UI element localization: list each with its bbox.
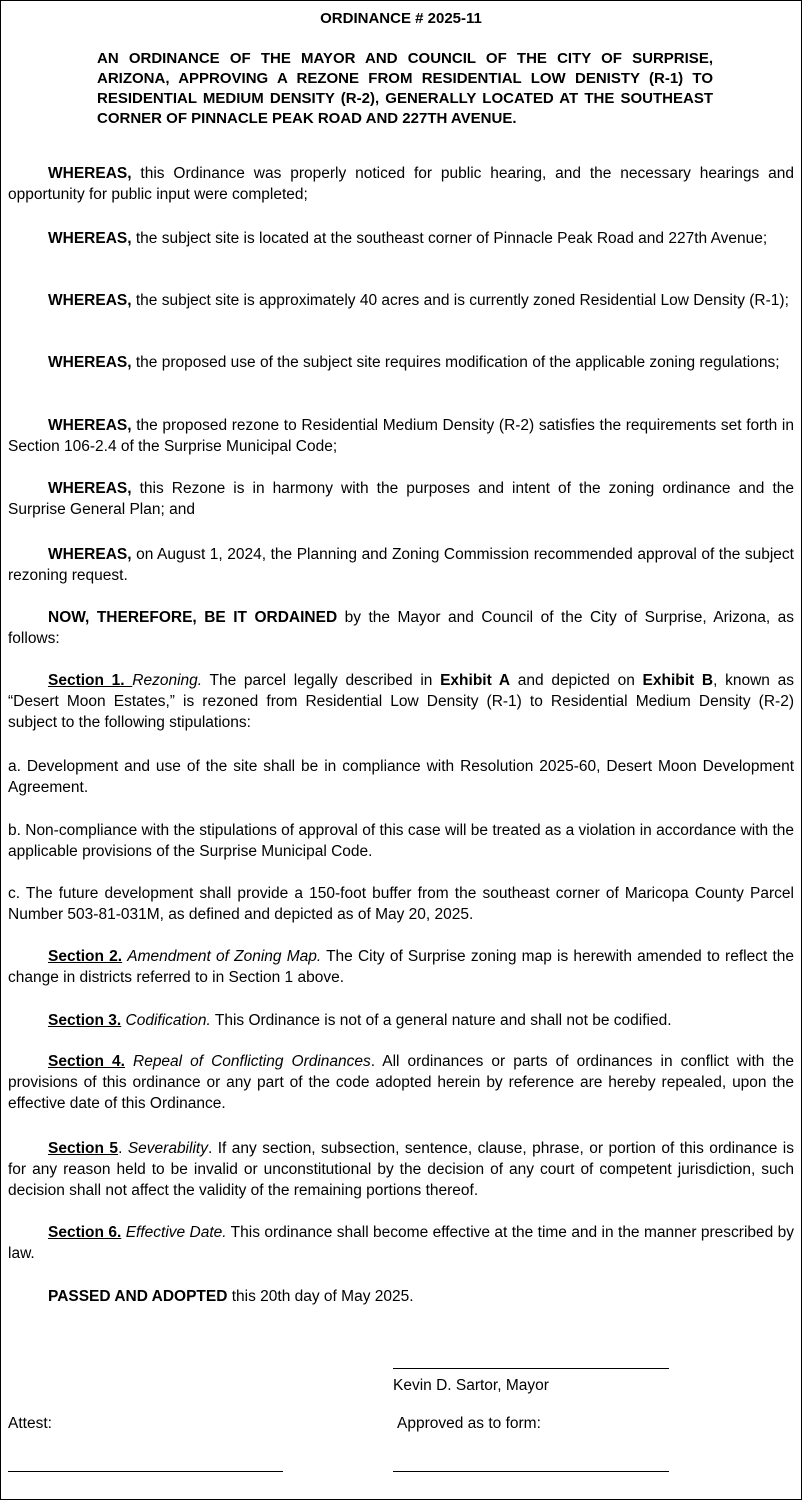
passed-adopted-paragraph [8,1286,794,1307]
whereas-paragraph [8,290,794,311]
whereas-lead: WHEREAS, [48,165,132,182]
section-heading: Section 2. [48,948,123,965]
section-heading: Section 1. [48,672,133,689]
now-therefore-lead: NOW, THEREFORE, BE IT ORDAINED [48,609,338,626]
section-heading: Section 4. [48,1053,125,1070]
whereas-paragraph [8,478,794,520]
section-title: Codification. [125,1012,211,1029]
exhibit-a-ref: Exhibit A [440,672,511,689]
section-text: The City of Surprise zoning map is herewith amended to reflect the change in districts referred to in Section 1 above. [8,948,794,986]
section-6-paragraph [8,1222,794,1264]
whereas-text: the subject site is located at the southeast corner of Pinnacle Peak Road and 227th Avenue; [131,230,768,247]
section-text: and depicted on [510,672,643,689]
section-1-paragraph [8,670,794,733]
stipulation-c: c. The future development shall provide a 150-foot buffer from the southeast corner of Maricopa County Parcel Number 503-81-031M, as defined and depicted as of May 20, 2025. [8,885,794,923]
approved-signature-line [393,1471,669,1472]
whereas-paragraph [8,163,794,205]
now-therefore-text: by the Mayor and Council of the City of Surprise, Arizona, as follows: [8,609,794,647]
whereas-paragraph [8,415,794,457]
section-3-paragraph [8,1010,794,1031]
whereas-lead: WHEREAS, [48,354,132,371]
section-heading: Section 3. [48,1012,122,1029]
whereas-text: this Ordinance was properly noticed for public hearing, and the necessary hearings and opportunity for public input were completed; [8,165,794,203]
section-title: Rezoning. [132,672,203,689]
mayor-name: Kevin D. Sartor, Mayor [393,1377,549,1394]
exhibit-b-ref: Exhibit B [642,672,714,689]
passed-text: this 20th day of May 2025. [227,1288,414,1305]
whereas-paragraph [8,352,794,373]
approved-as-to-form-label: Approved as to form: [397,1415,541,1432]
section-2-paragraph [8,946,794,988]
stipulation-b: b. Non-compliance with the stipulations of approval of this case will be treated as a violation in accordance with the applicable provisions of the Surprise Municipal Code. [8,822,794,860]
mayor-signature-line [393,1368,669,1369]
section-heading: Section 6. [48,1224,122,1241]
section-heading: Section 5 [48,1140,119,1157]
whereas-text: on August 1, 2024, the Planning and Zoning Commission recommended approval of the subject rezoning request. [8,546,794,584]
whereas-paragraph [8,544,794,586]
stipulation-a: a. Development and use of the site shall be in compliance with Resolution 2025-60, Desert Moon Development Agreement. [8,758,794,796]
section-title: Repeal of Conflicting Ordinances [133,1053,371,1070]
whereas-lead: WHEREAS, [48,480,132,497]
section-text: This Ordinance is not of a general nature and shall not be codified. [210,1012,672,1029]
attest-label: Attest: [8,1415,52,1432]
section-text: The parcel legally described in [202,672,441,689]
whereas-text: the proposed rezone to Residential Medium Density (R-2) satisfies the requirements set forth in Section 106-2.4 of the Surprise Municipal Code; [8,417,794,455]
passed-lead: PASSED AND ADOPTED [48,1288,228,1305]
section-title: Amendment of Zoning Map. [127,948,322,965]
section-5-paragraph [8,1138,794,1201]
now-therefore-paragraph [8,607,794,649]
whereas-lead: WHEREAS, [48,546,132,563]
whereas-text: the subject site is approximately 40 acres and is currently zoned Residential Low Density (R-1); [131,292,789,309]
section-text: . All ordinances or parts of ordinances in conflict with the provisions of this ordinance or any part of the code adopted herein by reference are hereby repealed, upon the effective date of this Ordinance. [8,1053,795,1112]
whereas-paragraph [8,228,794,249]
section-text: . If any section, subsection, sentence, clause, phrase, or portion of this ordinance is for any reason held to be invalid or unconstitutional by the decision of any court of competent jurisdiction, such decision shall not affect the validity of the remaining portions thereof. [8,1140,794,1199]
section-separator: . [118,1140,128,1157]
section-separator [125,1053,133,1070]
section-text: This ordinance shall become effective at the time and in the manner prescribed by law. [8,1224,794,1262]
ordinance-preamble: AN ORDINANCE OF THE MAYOR AND COUNCIL OF THE CITY OF SURPRISE, ARIZONA, APPROVING A REZONE FROM RESIDENTIAL LOW DENISTY (R-1) TO RESIDENTIAL MEDIUM DENSITY (R-2), GENERALLY LOCATED AT THE SOUTHEAST CORNER OF PINNACLE PEAK ROAD AND 227TH AVENUE. [97,50,713,127]
whereas-text: this Rezone is in harmony with the purposes and intent of the zoning ordinance and the Surprise General Plan; and [8,480,794,518]
section-title: Effective Date. [125,1224,227,1241]
whereas-lead: WHEREAS, [48,292,132,309]
section-4-paragraph [8,1051,794,1114]
whereas-lead: WHEREAS, [48,230,132,247]
section-title: Severability [127,1140,208,1157]
whereas-text: the proposed use of the subject site requires modification of the applicable zoning regulations; [131,354,780,371]
whereas-lead: WHEREAS, [48,417,132,434]
attest-signature-line [8,1471,283,1472]
ordinance-title: ORDINANCE # 2025-11 [320,10,482,27]
section-text: , known as “Desert Moon Estates,” is rezoned from Residential Low Density (R-1) to Residential Medium Density (R-2) subject to the following stipulations: [8,672,794,731]
